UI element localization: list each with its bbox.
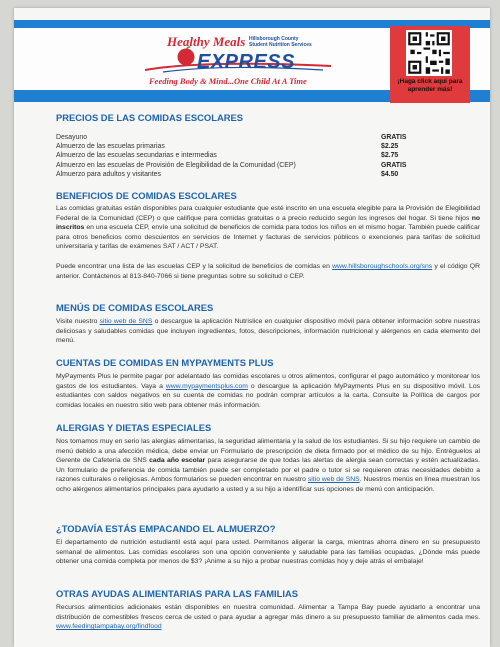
mypayments-heading: CUENTAS DE COMIDAS EN MYPAYMENTS PLUS bbox=[56, 357, 274, 368]
beneficios-paragraph-2: Puede encontrar una lista de las escuelas CEP y la solicitud de beneficios de comidas en www.hillsboroughschools.org/sns y el código QR anterior. Contáctenos al 813-840-7066 si tiene preguntas sobre su solicitud o CEP. bbox=[56, 263, 480, 280]
otras-heading: OTRAS AYUDAS ALIMENTARIAS PARA LAS FAMILIAS bbox=[56, 588, 299, 599]
sns-website-link[interactable]: sitio web de SNS bbox=[307, 476, 360, 484]
logo-tagline: Feeding Body & Mind...One Child At A Time bbox=[149, 76, 307, 86]
sns-link[interactable]: www.hillsboroughschools.org/sns bbox=[332, 263, 433, 270]
otras-paragraph: Recursos alimenticios adicionales están disponibles en nuestra comunidad. Alimentar a Tampa Bay puede ayudarlo a encontrar una distribución de comestibles frescos cerca de usted o para ayudar a agregar más dinero a su presupuesto familiar de alimentos cada mes. www.feedingtampabay.org/findfood bbox=[56, 604, 480, 631]
logo-express: EXPRESS bbox=[197, 51, 295, 73]
flyer-page bbox=[14, 8, 490, 647]
qr-cta-text[interactable]: ¡Haga click aquí para aprender más! bbox=[397, 78, 463, 93]
price-row: Almuerzo de las escuelas primarias $2.25 bbox=[56, 143, 399, 151]
alergias-heading: ALERGIAS Y DIETAS ESPECIALES bbox=[56, 422, 212, 433]
beneficios-heading: BENEFICIOS DE COMIDAS ESCOLARES bbox=[56, 190, 237, 201]
healthy-meals-express-logo bbox=[139, 30, 339, 94]
price-row: Almuerzo de las escuelas secundarias e intermedias $2.75 bbox=[56, 152, 399, 160]
price-table bbox=[56, 134, 456, 180]
mypayments-link[interactable]: www.mypaymentsplus.com bbox=[165, 382, 248, 390]
beneficios-paragraph-1: Las comidas gratuitas están disponibles para cualquier estudiante que esté inscrito en una escuela elegible para la Provisión de Elegibilidad Federal de la Comunidad (CEP) o que califique para comidas gratuitas o a precio reducido según los ingresos del hogar. Si tiene hijos no inscritos en una escuela CEP, envíe una solicitud de beneficios de comida para todos los niños en el mismo hogar. También puede calificar para otros beneficios como descuentos en servicios de Internet y facturas de servicios públicos o exenciones para tarifas de solicitud universitaria y tarifas de exámenes SAT / ACT / PSAT. bbox=[56, 205, 480, 251]
price-row: Almuerzo para adultos y visitantes $4.50 bbox=[56, 170, 399, 178]
empacando-paragraph: El departamento de nutrición estudiantil está aquí para usted. Permítanos aligerar la carga, mientras ahorra dinero en su presupuesto semanal de alimentos. Las comidas escolares son una opción conveniente y saludable para las familias ocupadas. ¿Dónde más puede obtener una comida completa por menos de $3? ¡Anime a su hijo a probar nuestras comidas hoy y deje atrás el embalaje! bbox=[56, 539, 480, 566]
feeding-tampa-bay-link[interactable]: www.feedingtampabay.org/findfood bbox=[56, 623, 162, 631]
menus-heading: MENÚS DE COMIDAS ESCOLARES bbox=[56, 302, 214, 313]
qr-code-icon[interactable] bbox=[406, 30, 452, 76]
logo-title: Healthy Meals bbox=[167, 34, 246, 49]
qr-code-callout[interactable] bbox=[390, 26, 470, 103]
alergias-paragraph: Nos tomamos muy en serio las alergias alimentarias, la seguridad alimentaria y la salud de los estudiantes. Si su hijo requiere un cambio de menú debido a una afección médica, debe enviar un Formulario de prescripción de dieta firmado por el médico de su hijo. Entréguelos al Gerente de Cafetería de SNS cada año escolar para asegurarse de que todas las alertas de alergia sean correctas y estén actualizadas. Un formulario de preferencia de comida también puede ser completado por el padre o tutor si se requieren otras necesidades debido a razones culturales o religiosas. Ambos formularios se pueden encontrar en nuestro sitio web de SNS. Nuestros menús en línea muestran los ocho alérgenos alimentarios principales para ayudarlo a usted y a su hijo a identificar sus opciones de menú con anticipación. bbox=[56, 438, 480, 493]
price-row: Desayuno GRATIS bbox=[56, 134, 407, 141]
logo-county: Hillsborough County Student Nutrition Services bbox=[249, 36, 312, 48]
sns-website-link[interactable]: sitio web de SNS bbox=[99, 318, 153, 325]
mypayments-paragraph: MyPayments Plus le permite pagar por adelantado las comidas escolares u otros alimentos, configurar el pago automático y monitorear los gastos de los estudiantes. Vaya a www.mypaymentsplus.com o descargue la aplicación MyPayments Plus en su dispositivo móvil. Los estudiantes con saldos negativos en su cuenta de comidas no podrán comprar artículos a la carta. Consulte la Política de cargos por comidas locales en nuestro sitio web para obtener más información. bbox=[56, 373, 481, 409]
menus-paragraph: Visite nuestro sitio web de SNS o descargue la aplicación Nutrislice en cualquier dispositivo móvil para obtener información sobre nuestras deliciosas y saludables comidas que incluyen ingredientes, fotos, descripciones, información nutricional y alérgenos en cada elemento del menú. bbox=[56, 318, 480, 345]
prices-heading: PRECIOS DE LAS COMIDAS ESCOLARES bbox=[56, 112, 244, 123]
empacando-heading: ¿TODAVÍA ESTÁS EMPACANDO EL ALMUERZO? bbox=[56, 523, 276, 534]
price-row: Almuerzo en las escuelas de Provisión de Elegibilidad de la Comunidad (CEP) GRATIS bbox=[56, 161, 407, 169]
